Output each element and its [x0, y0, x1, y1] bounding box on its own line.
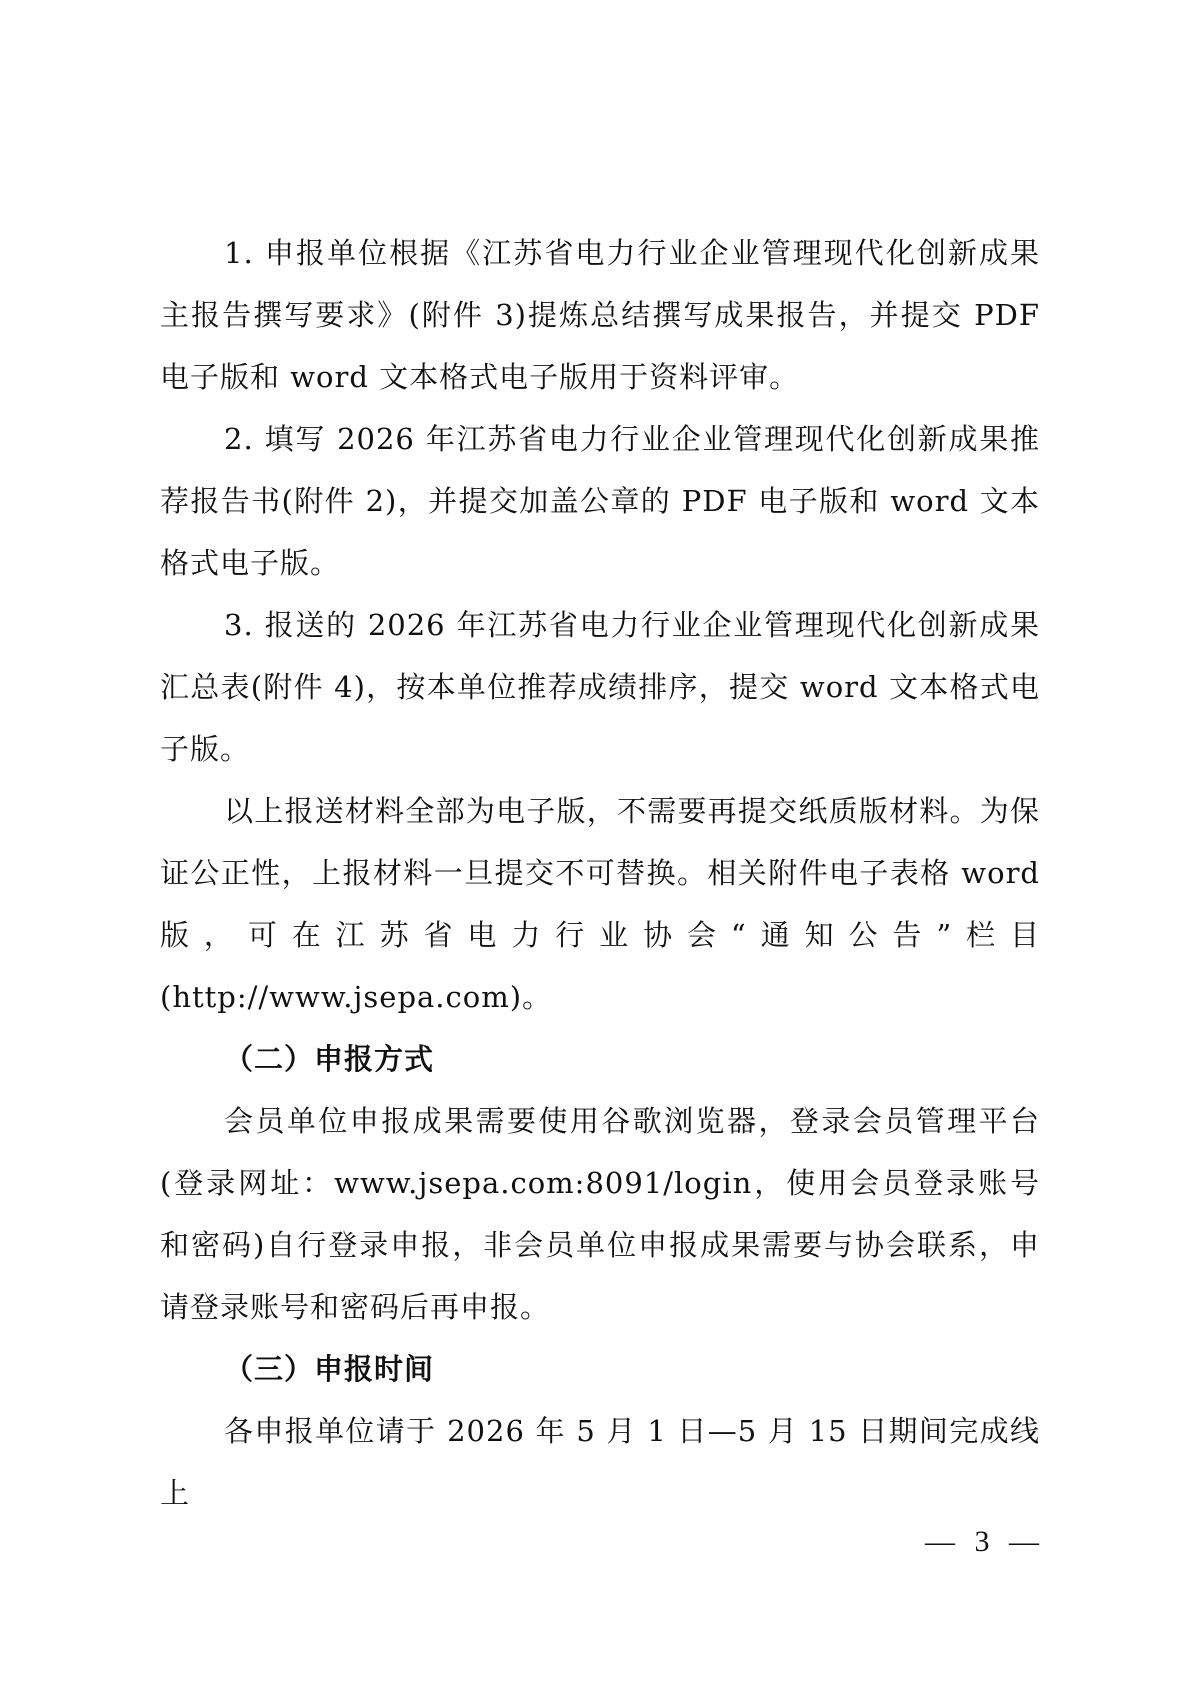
page-number: — 3 — — [925, 1525, 1045, 1558]
paragraph-requirement-3: 3. 报送的 2026 年江苏省电力行业企业管理现代化创新成果汇总表(附件 4)，按本单位推荐成绩排序，提交 word 文本格式电子版。 — [160, 608, 1040, 766]
paragraph-submission-note: 以上报送材料全部为电子版，不需要再提交纸质版材料。为保证公正性，上报材料一旦提交不可替换。相关附件电子表格 word 版，可在江苏省电力行业协会“通知公告”栏目(http://www.jsepa.com)。 — [160, 794, 1040, 1014]
paragraph-method: 会员单位申报成果需要使用谷歌浏览器，登录会员管理平台(登录网址：www.jsepa.com:8091/login，使用会员登录账号和密码)自行登录申报，非会员单位申报成果需要与协会联系，申请登录账号和密码后再申报。 — [160, 1104, 1040, 1324]
paragraph-time: 各申报单位请于 2026 年 5 月 1 日—5 月 15 日期间完成线上 — [160, 1414, 1040, 1510]
paragraph-requirement-1: 1. 申报单位根据《江苏省电力行业企业管理现代化创新成果主报告撰写要求》(附件 3)提炼总结撰写成果报告，并提交 PDF 电子版和 word 文本格式电子版用于资料评审。 — [160, 236, 1040, 394]
section-heading-method: （二）申报方式 — [224, 1042, 435, 1076]
document-body — [160, 222, 1040, 1524]
paragraph-requirement-2: 2. 填写 2026 年江苏省电力行业企业管理现代化创新成果推荐报告书(附件 2)，并提交加盖公章的 PDF 电子版和 word 文本格式电子版。 — [160, 422, 1040, 580]
section-heading-time: （三）申报时间 — [224, 1352, 435, 1386]
